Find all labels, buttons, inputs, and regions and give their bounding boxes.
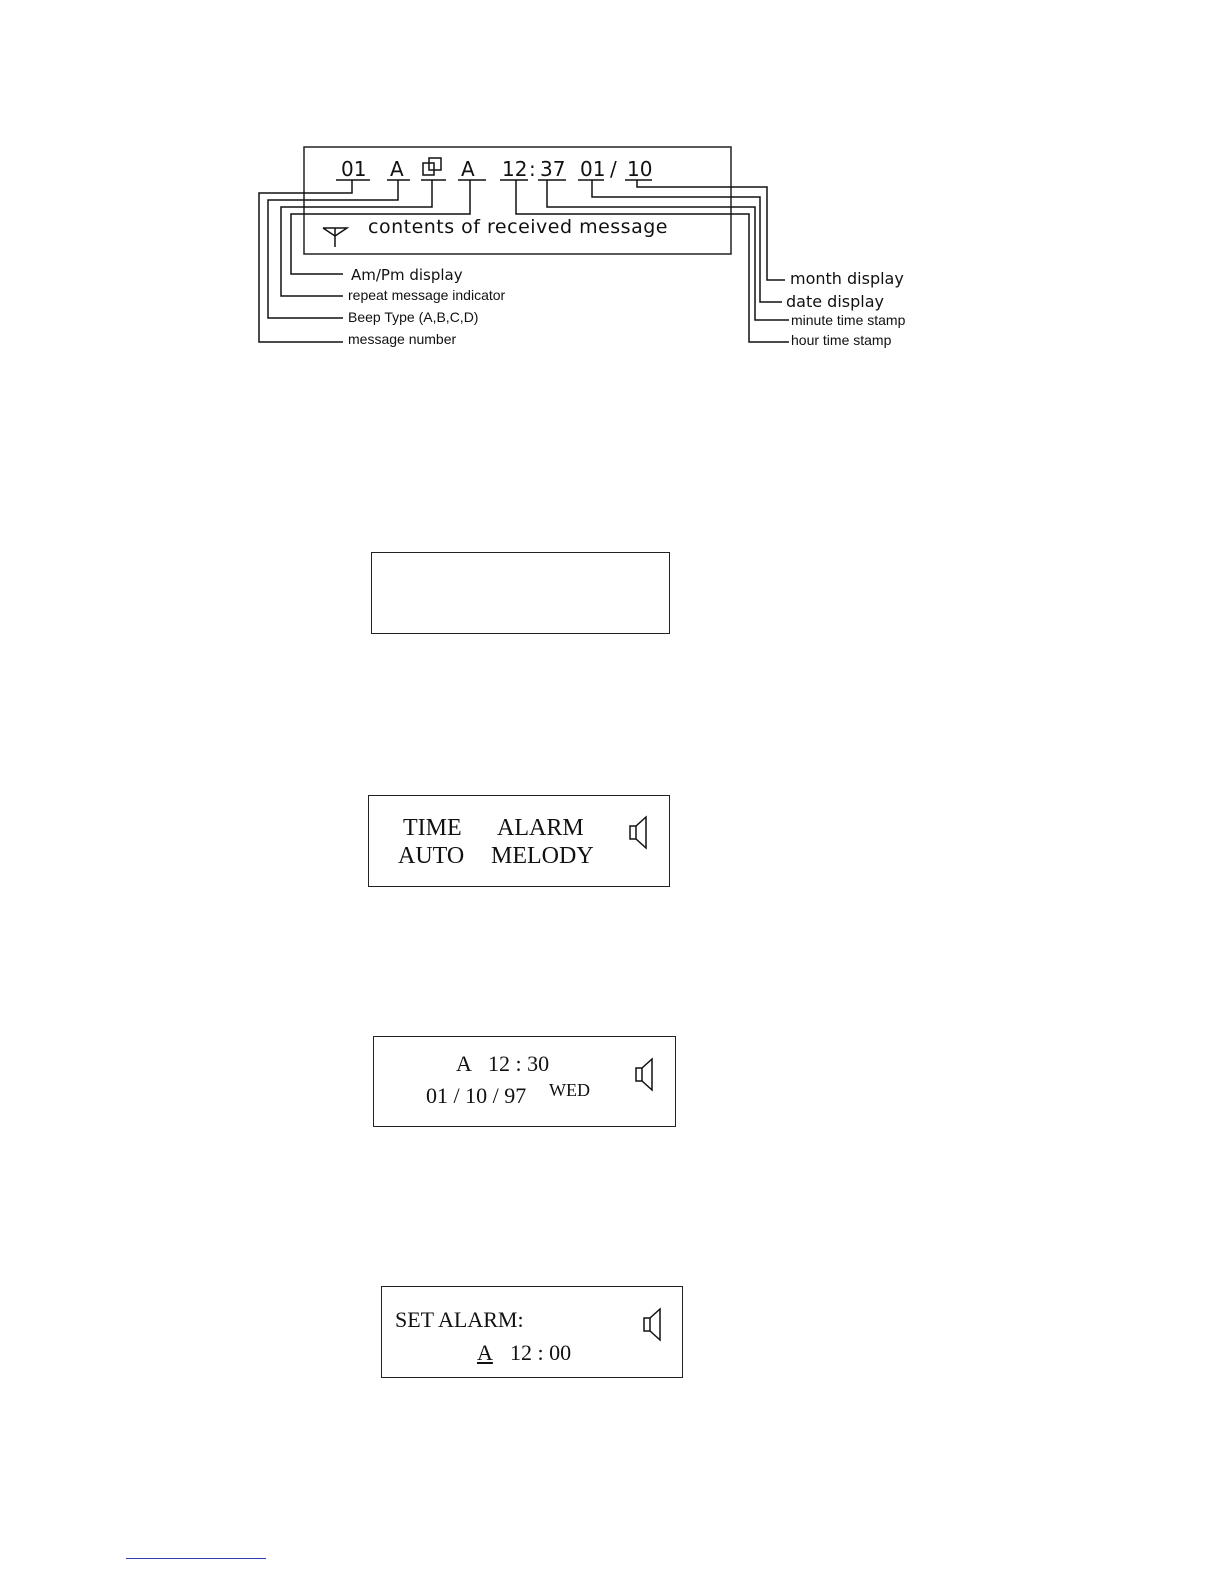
time-lcd xyxy=(373,1036,676,1127)
date-field: 10 xyxy=(627,157,653,181)
date-slash: / xyxy=(610,157,617,181)
menu-lcd xyxy=(368,795,670,887)
speaker-icon xyxy=(627,815,651,851)
message-contents: contents of received message xyxy=(368,216,668,238)
alarm-lcd xyxy=(381,1286,683,1378)
menu-auto: AUTO xyxy=(398,843,465,869)
callout-beep-type: Beep Type (A,B,C,D) xyxy=(348,309,479,325)
callout-message-number: message number xyxy=(348,331,457,347)
footnote-rule xyxy=(126,1558,266,1559)
callout-month: month display xyxy=(790,269,904,288)
antenna-icon xyxy=(323,228,347,247)
speaker-icon xyxy=(633,1057,657,1093)
repeat-square-icon xyxy=(423,158,441,175)
callout-hour: hour time stamp xyxy=(791,332,892,348)
message-display-diagram xyxy=(0,0,1224,420)
right-leader-lines xyxy=(516,180,789,342)
beep-type-field: A xyxy=(390,157,404,181)
month-field: 01 xyxy=(580,157,606,181)
menu-time: TIME xyxy=(403,815,462,841)
alarm-am-pm: A xyxy=(477,1340,493,1365)
time-value: 12 : 30 xyxy=(488,1051,550,1076)
menu-melody: MELODY xyxy=(491,843,594,869)
callout-repeat-indicator: repeat message indicator xyxy=(348,287,506,303)
callout-date: date display xyxy=(786,292,884,311)
speaker-icon xyxy=(641,1307,665,1343)
message-number-field: 01 xyxy=(341,157,367,181)
set-alarm-title: SET ALARM: xyxy=(395,1307,524,1332)
menu-alarm: ALARM xyxy=(497,815,584,841)
time-am-pm: A xyxy=(456,1051,472,1076)
date-value: 01 / 10 / 97 xyxy=(426,1083,527,1108)
alarm-time: 12 : 00 xyxy=(510,1340,572,1365)
am-pm-field: A xyxy=(461,157,475,181)
callout-minute: minute time stamp xyxy=(791,312,906,328)
weekday-value: WED xyxy=(549,1080,590,1100)
hour-field: 12 xyxy=(502,157,528,181)
callout-am-pm: Am/Pm display xyxy=(351,266,463,284)
minute-field: 37 xyxy=(540,157,566,181)
blank-lcd xyxy=(371,552,670,634)
time-colon: : xyxy=(529,157,536,181)
